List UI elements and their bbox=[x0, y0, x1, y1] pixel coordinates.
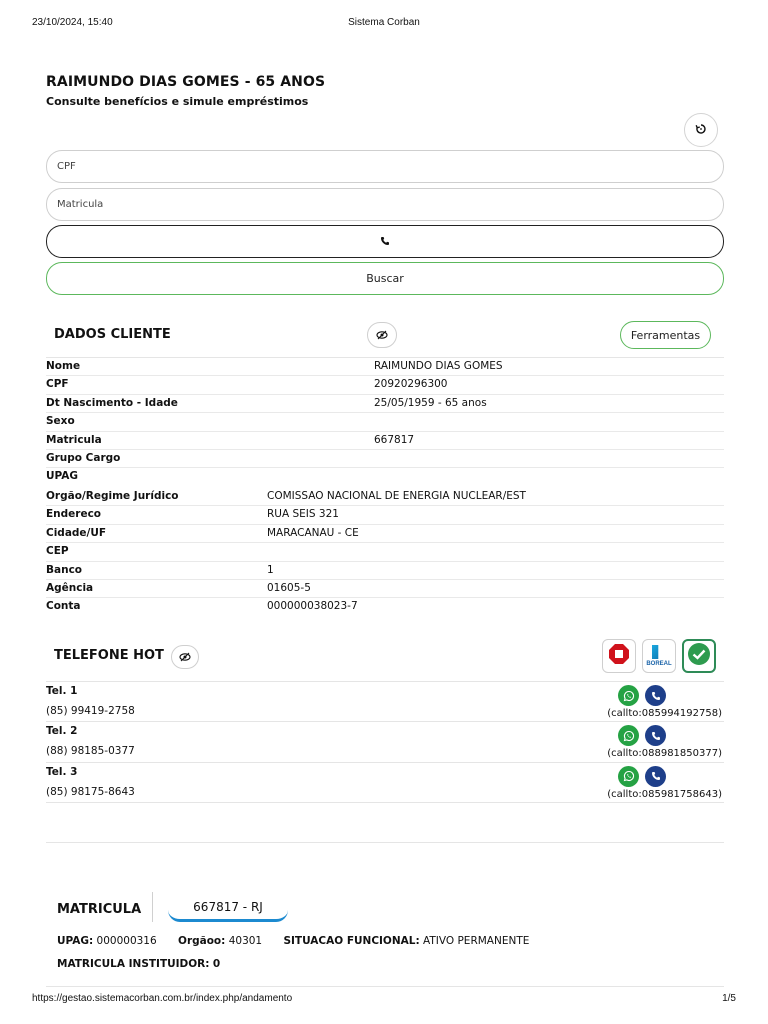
dados-cliente-title: DADOS CLIENTE bbox=[54, 327, 171, 342]
row-value: RAIMUNDO DIAS GOMES bbox=[374, 360, 503, 372]
row-label: Dt Nascimento - Idade bbox=[46, 396, 178, 409]
phone-label: Tel. 1 bbox=[46, 685, 78, 697]
row-value: 000000038023-7 bbox=[267, 600, 358, 613]
client-info-table-a bbox=[46, 357, 724, 487]
print-header bbox=[32, 17, 736, 31]
row-label: Cidade/UF bbox=[46, 526, 107, 539]
section-divider bbox=[46, 842, 724, 843]
table-row bbox=[46, 395, 724, 413]
situacao-label: SITUACAO FUNCIONAL: bbox=[283, 935, 420, 947]
boreal-logo-text: BOREAL bbox=[646, 661, 672, 667]
row-label: CEP bbox=[46, 545, 69, 558]
table-row bbox=[46, 450, 724, 468]
reset-button[interactable] bbox=[684, 113, 718, 147]
table-row bbox=[46, 506, 724, 524]
orgao-info bbox=[178, 935, 262, 947]
upag-info bbox=[57, 935, 157, 947]
table-row bbox=[46, 562, 724, 580]
check-circle-icon bbox=[687, 642, 711, 670]
cpf-input[interactable] bbox=[57, 161, 723, 172]
toggle-visibility-button[interactable] bbox=[367, 322, 397, 348]
row-label: Nome bbox=[46, 360, 81, 372]
phone-label: Tel. 2 bbox=[46, 725, 78, 738]
refresh-icon bbox=[695, 123, 707, 138]
print-footer bbox=[32, 993, 736, 1007]
cpf-field[interactable] bbox=[46, 150, 724, 183]
row-value: 1 bbox=[267, 563, 274, 576]
situacao-info bbox=[283, 935, 529, 947]
row-value: 01605-5 bbox=[267, 581, 311, 594]
instituidor-label: MATRICULA INSTITUIDOR: bbox=[57, 958, 210, 970]
row-value: COMISSAO NACIONAL DE ENERGIA NUCLEAR/EST bbox=[267, 490, 526, 502]
row-value: RUA SEIS 321 bbox=[267, 508, 339, 521]
telefone-hot-title: TELEFONE HOT bbox=[54, 648, 164, 663]
phone-number: (88) 98185-0377 bbox=[46, 745, 135, 758]
table-row bbox=[46, 580, 724, 598]
red-octagon-logo-icon bbox=[607, 642, 631, 670]
table-row bbox=[46, 358, 724, 376]
table-row bbox=[46, 525, 724, 543]
row-label: Grupo Cargo bbox=[46, 451, 121, 464]
table-row bbox=[46, 468, 724, 486]
upag-label: UPAG: bbox=[57, 935, 94, 947]
matricula-title: MATRICULA bbox=[57, 902, 142, 917]
phone-search-button[interactable] bbox=[46, 225, 724, 258]
phone-call-icon[interactable] bbox=[645, 685, 666, 706]
row-label: Conta bbox=[46, 600, 81, 613]
table-row bbox=[46, 598, 724, 616]
eye-slash-icon bbox=[179, 650, 191, 665]
list-item bbox=[46, 722, 724, 762]
row-label: Agência bbox=[46, 581, 94, 594]
bank-logo-red-button[interactable] bbox=[602, 639, 636, 673]
bottom-divider bbox=[46, 986, 724, 987]
matricula-details-line bbox=[57, 935, 547, 947]
client-info-table-b bbox=[46, 488, 724, 617]
row-label: Matricula bbox=[46, 433, 102, 446]
print-page-number: 1/5 bbox=[722, 993, 736, 1004]
phone-call-icon[interactable] bbox=[645, 725, 666, 746]
vertical-divider bbox=[152, 892, 153, 922]
print-title: Sistema Corban bbox=[348, 17, 420, 28]
table-row bbox=[46, 376, 724, 394]
ferramentas-button[interactable]: Ferramentas bbox=[620, 321, 711, 349]
orgao-value: 40301 bbox=[228, 935, 263, 947]
phone-list bbox=[46, 681, 724, 803]
eye-slash-icon bbox=[376, 328, 388, 343]
row-label: Banco bbox=[46, 563, 83, 576]
phone-number: (85) 98175-8643 bbox=[46, 785, 135, 798]
buscar-button[interactable]: Buscar bbox=[46, 262, 724, 295]
table-row bbox=[46, 488, 724, 506]
check-logo-button[interactable] bbox=[682, 639, 716, 673]
tab-matricula[interactable]: 667817 - RJ bbox=[168, 898, 288, 922]
table-row bbox=[46, 413, 724, 431]
matricula-input[interactable] bbox=[57, 199, 723, 210]
toggle-phone-visibility-button[interactable] bbox=[171, 645, 199, 669]
page-title: RAIMUNDO DIAS GOMES - 65 ANOS bbox=[46, 74, 326, 90]
print-url: https://gestao.sistemacorban.com.br/index.php/andamento bbox=[32, 993, 293, 1004]
page-subtitle: Consulte benefícios e simule empréstimos bbox=[46, 95, 309, 108]
whatsapp-icon[interactable] bbox=[618, 685, 639, 706]
row-label: UPAG bbox=[46, 470, 79, 483]
print-date: 23/10/2024, 15:40 bbox=[32, 17, 113, 28]
situacao-value: ATIVO PERMANENTE bbox=[423, 935, 530, 947]
callto-link[interactable]: (callto:085994192758) bbox=[607, 708, 722, 719]
phone-call-icon[interactable] bbox=[645, 766, 666, 787]
upag-value: 000000316 bbox=[96, 935, 157, 947]
matricula-instituidor-line bbox=[57, 958, 220, 970]
row-value: MARACANAU - CE bbox=[267, 526, 359, 539]
row-value: 25/05/1959 - 65 anos bbox=[374, 396, 487, 409]
phone-actions bbox=[618, 766, 666, 787]
boreal-logo-button[interactable] bbox=[642, 639, 676, 673]
matricula-field[interactable] bbox=[46, 188, 724, 221]
phone-actions bbox=[618, 685, 666, 706]
row-label: Endereco bbox=[46, 508, 102, 521]
table-row bbox=[46, 432, 724, 450]
phone-icon bbox=[380, 234, 390, 249]
phone-label: Tel. 3 bbox=[46, 765, 78, 778]
boreal-logo-icon bbox=[652, 645, 666, 659]
list-item bbox=[46, 682, 724, 722]
table-row bbox=[46, 543, 724, 561]
callto-link[interactable]: (callto:088981850377) bbox=[607, 748, 722, 760]
list-item bbox=[46, 763, 724, 803]
instituidor-value: 0 bbox=[212, 958, 221, 970]
phone-number: (85) 99419-2758 bbox=[46, 705, 135, 717]
phone-actions bbox=[618, 725, 666, 746]
whatsapp-icon[interactable] bbox=[618, 725, 639, 746]
callto-link[interactable]: (callto:085981758643) bbox=[607, 788, 722, 800]
row-value: 667817 bbox=[374, 433, 415, 446]
whatsapp-icon[interactable] bbox=[618, 766, 639, 787]
row-label: Sexo bbox=[46, 415, 75, 428]
row-value: 20920296300 bbox=[374, 378, 448, 391]
orgao-label: Orgãoo: bbox=[178, 935, 226, 947]
row-label: Orgão/Regime Jurídico bbox=[46, 490, 179, 502]
row-label: CPF bbox=[46, 378, 69, 391]
